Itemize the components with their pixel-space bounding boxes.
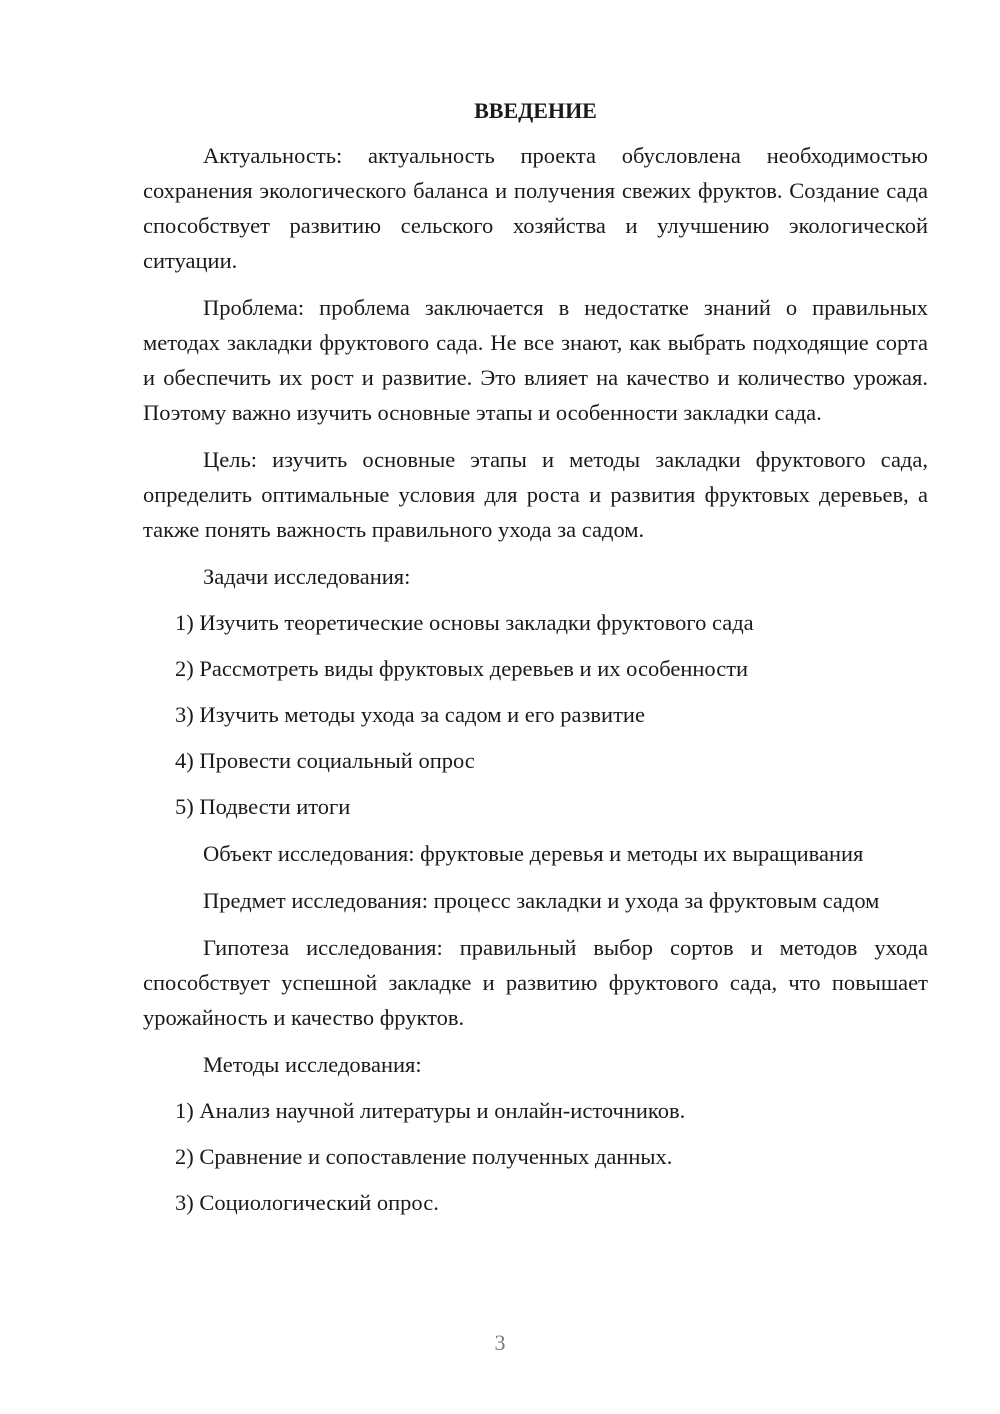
task-item: 4) Провести социальный опрос <box>175 748 475 773</box>
tasks-heading: Задачи исследования: <box>203 564 411 589</box>
task-item: 5) Подвести итоги <box>175 794 351 819</box>
methods-heading: Методы исследования: <box>203 1052 422 1077</box>
task-item: 2) Рассмотреть виды фруктовых деревьев и их особенности <box>175 656 749 681</box>
task-item: 3) Изучить методы ухода за садом и его развитие <box>175 702 645 727</box>
method-item: 2) Сравнение и сопоставление полученных данных. <box>175 1144 673 1169</box>
document-page <box>143 92 928 1220</box>
hypothesis-paragraph: Гипотеза исследования: правильный выбор сортов и методов ухода способствует успешной закладке и развитию фруктового сада, что повышает урожайность и качество фруктов. <box>143 935 928 1030</box>
method-item: 3) Социологический опрос. <box>175 1190 439 1215</box>
method-item: 1) Анализ научной литературы и онлайн-источников. <box>175 1098 686 1123</box>
subject-paragraph: Предмет исследования: процесс закладки и ухода за фруктовым садом <box>203 888 880 913</box>
section-title: ВВЕДЕНИЕ <box>474 98 597 123</box>
object-paragraph: Объект исследования: фруктовые деревья и методы их выращивания <box>203 841 864 866</box>
relevance-paragraph: Актуальность: актуальность проекта обусловлена необходимостью сохранения экологического баланса и получения свежих фруктов. Создание сада способствует развитию сельского хозяйства и улучшению экологической ситуации. <box>143 143 928 273</box>
goal-paragraph: Цель: изучить основные этапы и методы закладки фруктового сада, определить оптимальные условия для роста и развития фруктовых деревьев, а также понять важность правильного ухода за садом. <box>143 447 928 542</box>
page-number: 3 <box>494 1330 506 1355</box>
task-item: 1) Изучить теоретические основы закладки фруктового сада <box>175 610 754 635</box>
problem-paragraph: Проблема: проблема заключается в недостатке знаний о правильных методах закладки фруктового сада. Не все знают, как выбрать подходящие сорта и обеспечить их рост и развитие. Это влияет на качество и количество урожая. Поэтому важно изучить основные этапы и особенности закладки сада. <box>143 295 928 425</box>
